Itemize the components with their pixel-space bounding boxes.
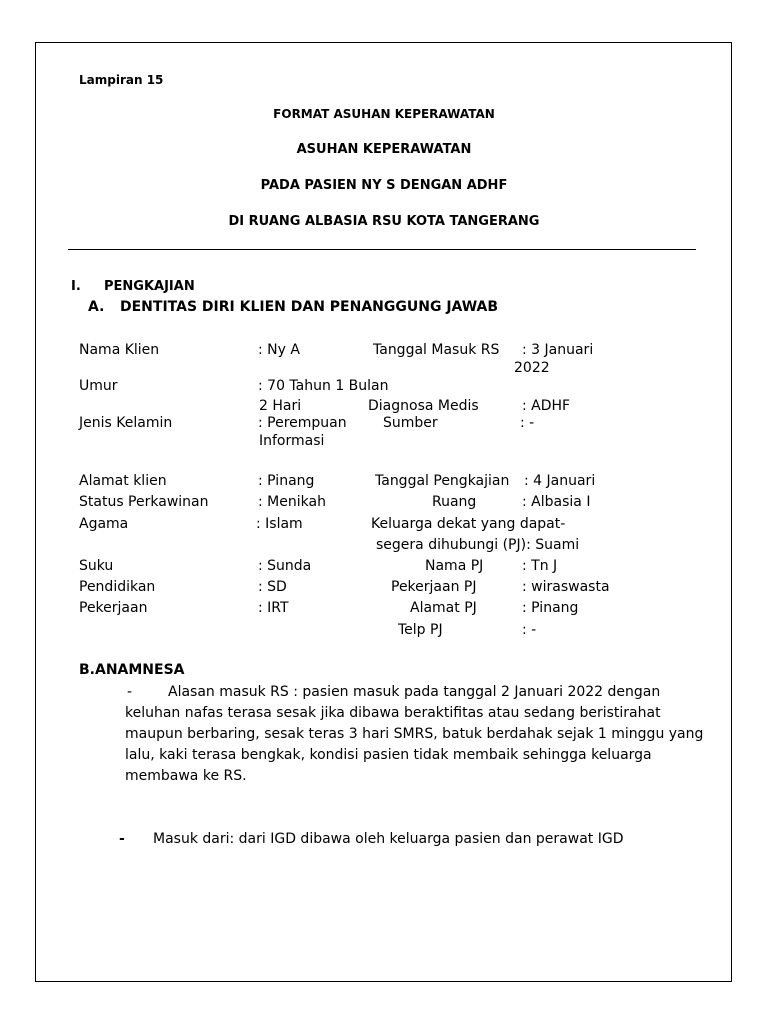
tanggal-masuk-label: Tanggal Masuk RS	[373, 342, 500, 358]
status-perkawinan-label: Status Perkawinan	[79, 494, 209, 510]
anamnesa-paragraph-line-3: maupun berbaring, sesak teras 3 hari SMRS, batuk berdahak sejak 1 minggu yang	[125, 726, 704, 742]
telp-pj-label: Telp PJ	[398, 622, 443, 638]
keluarga-dekat-line-1: Keluarga dekat yang dapat-	[371, 516, 566, 532]
tanggal-pengkajian-value: : 4 Januari	[524, 473, 596, 489]
section-number: I.	[71, 279, 81, 294]
umur-label: Umur	[79, 378, 118, 394]
subsection-heading: DENTITAS DIRI KLIEN DAN PENANGGUNG JAWAB	[120, 299, 499, 315]
diagnosa-value: : ADHF	[522, 398, 571, 414]
anamnesa-paragraph-line-1: Alasan masuk RS : pasien masuk pada tanggal 2 Januari 2022 dengan	[168, 684, 661, 700]
alamat-pj-label: Alamat PJ	[410, 600, 477, 616]
telp-pj-value: : -	[522, 622, 537, 638]
nama-pj-value: : Tn J	[522, 558, 558, 574]
agama-value: : Islam	[256, 516, 303, 532]
informasi-label: Informasi	[259, 433, 325, 449]
pendidikan-value: : SD	[258, 579, 287, 595]
jenis-kelamin-value: : Perempuan	[258, 415, 347, 431]
pendidikan-label: Pendidikan	[79, 579, 156, 595]
alamat-pj-value: : Pinang	[522, 600, 579, 616]
subsection-letter: A.	[88, 299, 105, 315]
format-title: FORMAT ASUHAN KEPERAWATAN	[273, 107, 495, 121]
tanggal-masuk-year: 2022	[514, 360, 550, 376]
umur-value-continued: 2 Hari	[259, 398, 302, 414]
anamnesa-paragraph-line-5: membawa ke RS.	[125, 768, 247, 784]
sumber-value: : -	[520, 415, 535, 431]
pekerjaan-pj-label: Pekerjaan PJ	[391, 579, 477, 595]
ruang-label: Ruang	[432, 494, 477, 510]
jenis-kelamin-label: Jenis Kelamin	[79, 415, 173, 431]
tanggal-pengkajian-label: Tanggal Pengkajian	[375, 473, 510, 489]
nama-klien-value: : Ny A	[258, 342, 300, 358]
anamnesa-heading: B.ANAMNESA	[79, 662, 185, 678]
section-heading: PENGKAJIAN	[104, 279, 195, 294]
status-perkawinan-value: : Menikah	[258, 494, 326, 510]
nama-klien-label: Nama Klien	[79, 342, 160, 358]
document-title-line-1: ASUHAN KEPERAWATAN	[296, 142, 472, 157]
list-dash: -	[119, 831, 125, 847]
diagnosa-label: Diagnosa Medis	[368, 398, 479, 414]
alamat-klien-label: Alamat klien	[79, 473, 167, 489]
tanggal-masuk-value: : 3 Januari	[522, 342, 594, 358]
ruang-value: : Albasia I	[522, 494, 591, 510]
list-dash: -	[127, 684, 133, 700]
lampiran-label: Lampiran 15	[79, 73, 164, 87]
agama-label: Agama	[79, 516, 129, 532]
anamnesa-paragraph-line-2: keluhan nafas terasa sesak jika dibawa beraktifitas atau sedang beristirahat	[125, 705, 661, 721]
pekerjaan-pj-value: : wiraswasta	[522, 579, 610, 595]
suku-label: Suku	[79, 558, 114, 574]
suku-value: : Sunda	[258, 558, 312, 574]
anamnesa-paragraph-line-4: lalu, kaki terasa bengkak, kondisi pasien tidak membaik sehingga keluarga	[125, 747, 652, 763]
alamat-klien-value: : Pinang	[258, 473, 315, 489]
umur-value: : 70 Tahun 1 Bulan	[258, 378, 389, 394]
masuk-dari-text: Masuk dari: dari IGD dibawa oleh keluarga pasien dan perawat IGD	[153, 831, 624, 847]
document-title-line-2: PADA PASIEN NY S DENGAN ADHF	[260, 178, 508, 193]
header-divider	[68, 249, 696, 250]
nama-pj-label: Nama PJ	[425, 558, 484, 574]
sumber-label: Sumber	[383, 415, 438, 431]
pekerjaan-label: Pekerjaan	[79, 600, 148, 616]
document-title-line-3: DI RUANG ALBASIA RSU KOTA TANGERANG	[228, 214, 540, 229]
pekerjaan-value: : IRT	[258, 600, 289, 616]
keluarga-dekat-line-2: segera dihubungi (PJ): Suami	[376, 537, 580, 553]
